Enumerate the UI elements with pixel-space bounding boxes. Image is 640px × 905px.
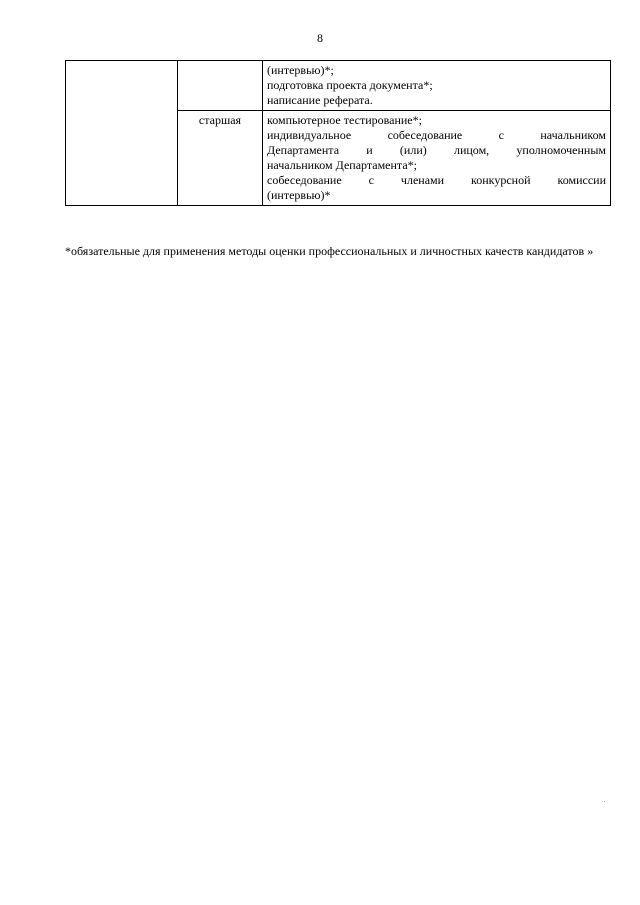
- methods-cell: [263, 61, 611, 111]
- method-line: компьютерное тестирование*;: [267, 113, 422, 127]
- methods-cell: [263, 111, 611, 206]
- method-line: Департамента и (или) лицом, уполномоченным: [267, 143, 606, 157]
- scan-mark: [604, 801, 605, 802]
- method-line: подготовка проекта документа*;: [267, 78, 433, 92]
- footnote: *обязательные для применения методы оценки профессиональных и личностных качеств кандидатов »: [65, 244, 594, 258]
- group-cell: [66, 61, 178, 206]
- page-number: 8: [317, 31, 323, 45]
- method-line: индивидуальное собеседование с начальником: [267, 128, 606, 142]
- table-row: [66, 61, 611, 111]
- method-line: (интервью)*: [267, 188, 331, 202]
- method-line: начальником Департамента*;: [267, 158, 417, 172]
- level-cell: [178, 61, 263, 111]
- method-line: (интервью)*;: [267, 63, 334, 77]
- assessment-methods-table: [65, 60, 611, 206]
- level-cell: старшая: [178, 111, 263, 206]
- method-line: собеседование с членами конкурсной комиссии: [267, 173, 606, 187]
- method-line: написание реферата.: [267, 93, 373, 107]
